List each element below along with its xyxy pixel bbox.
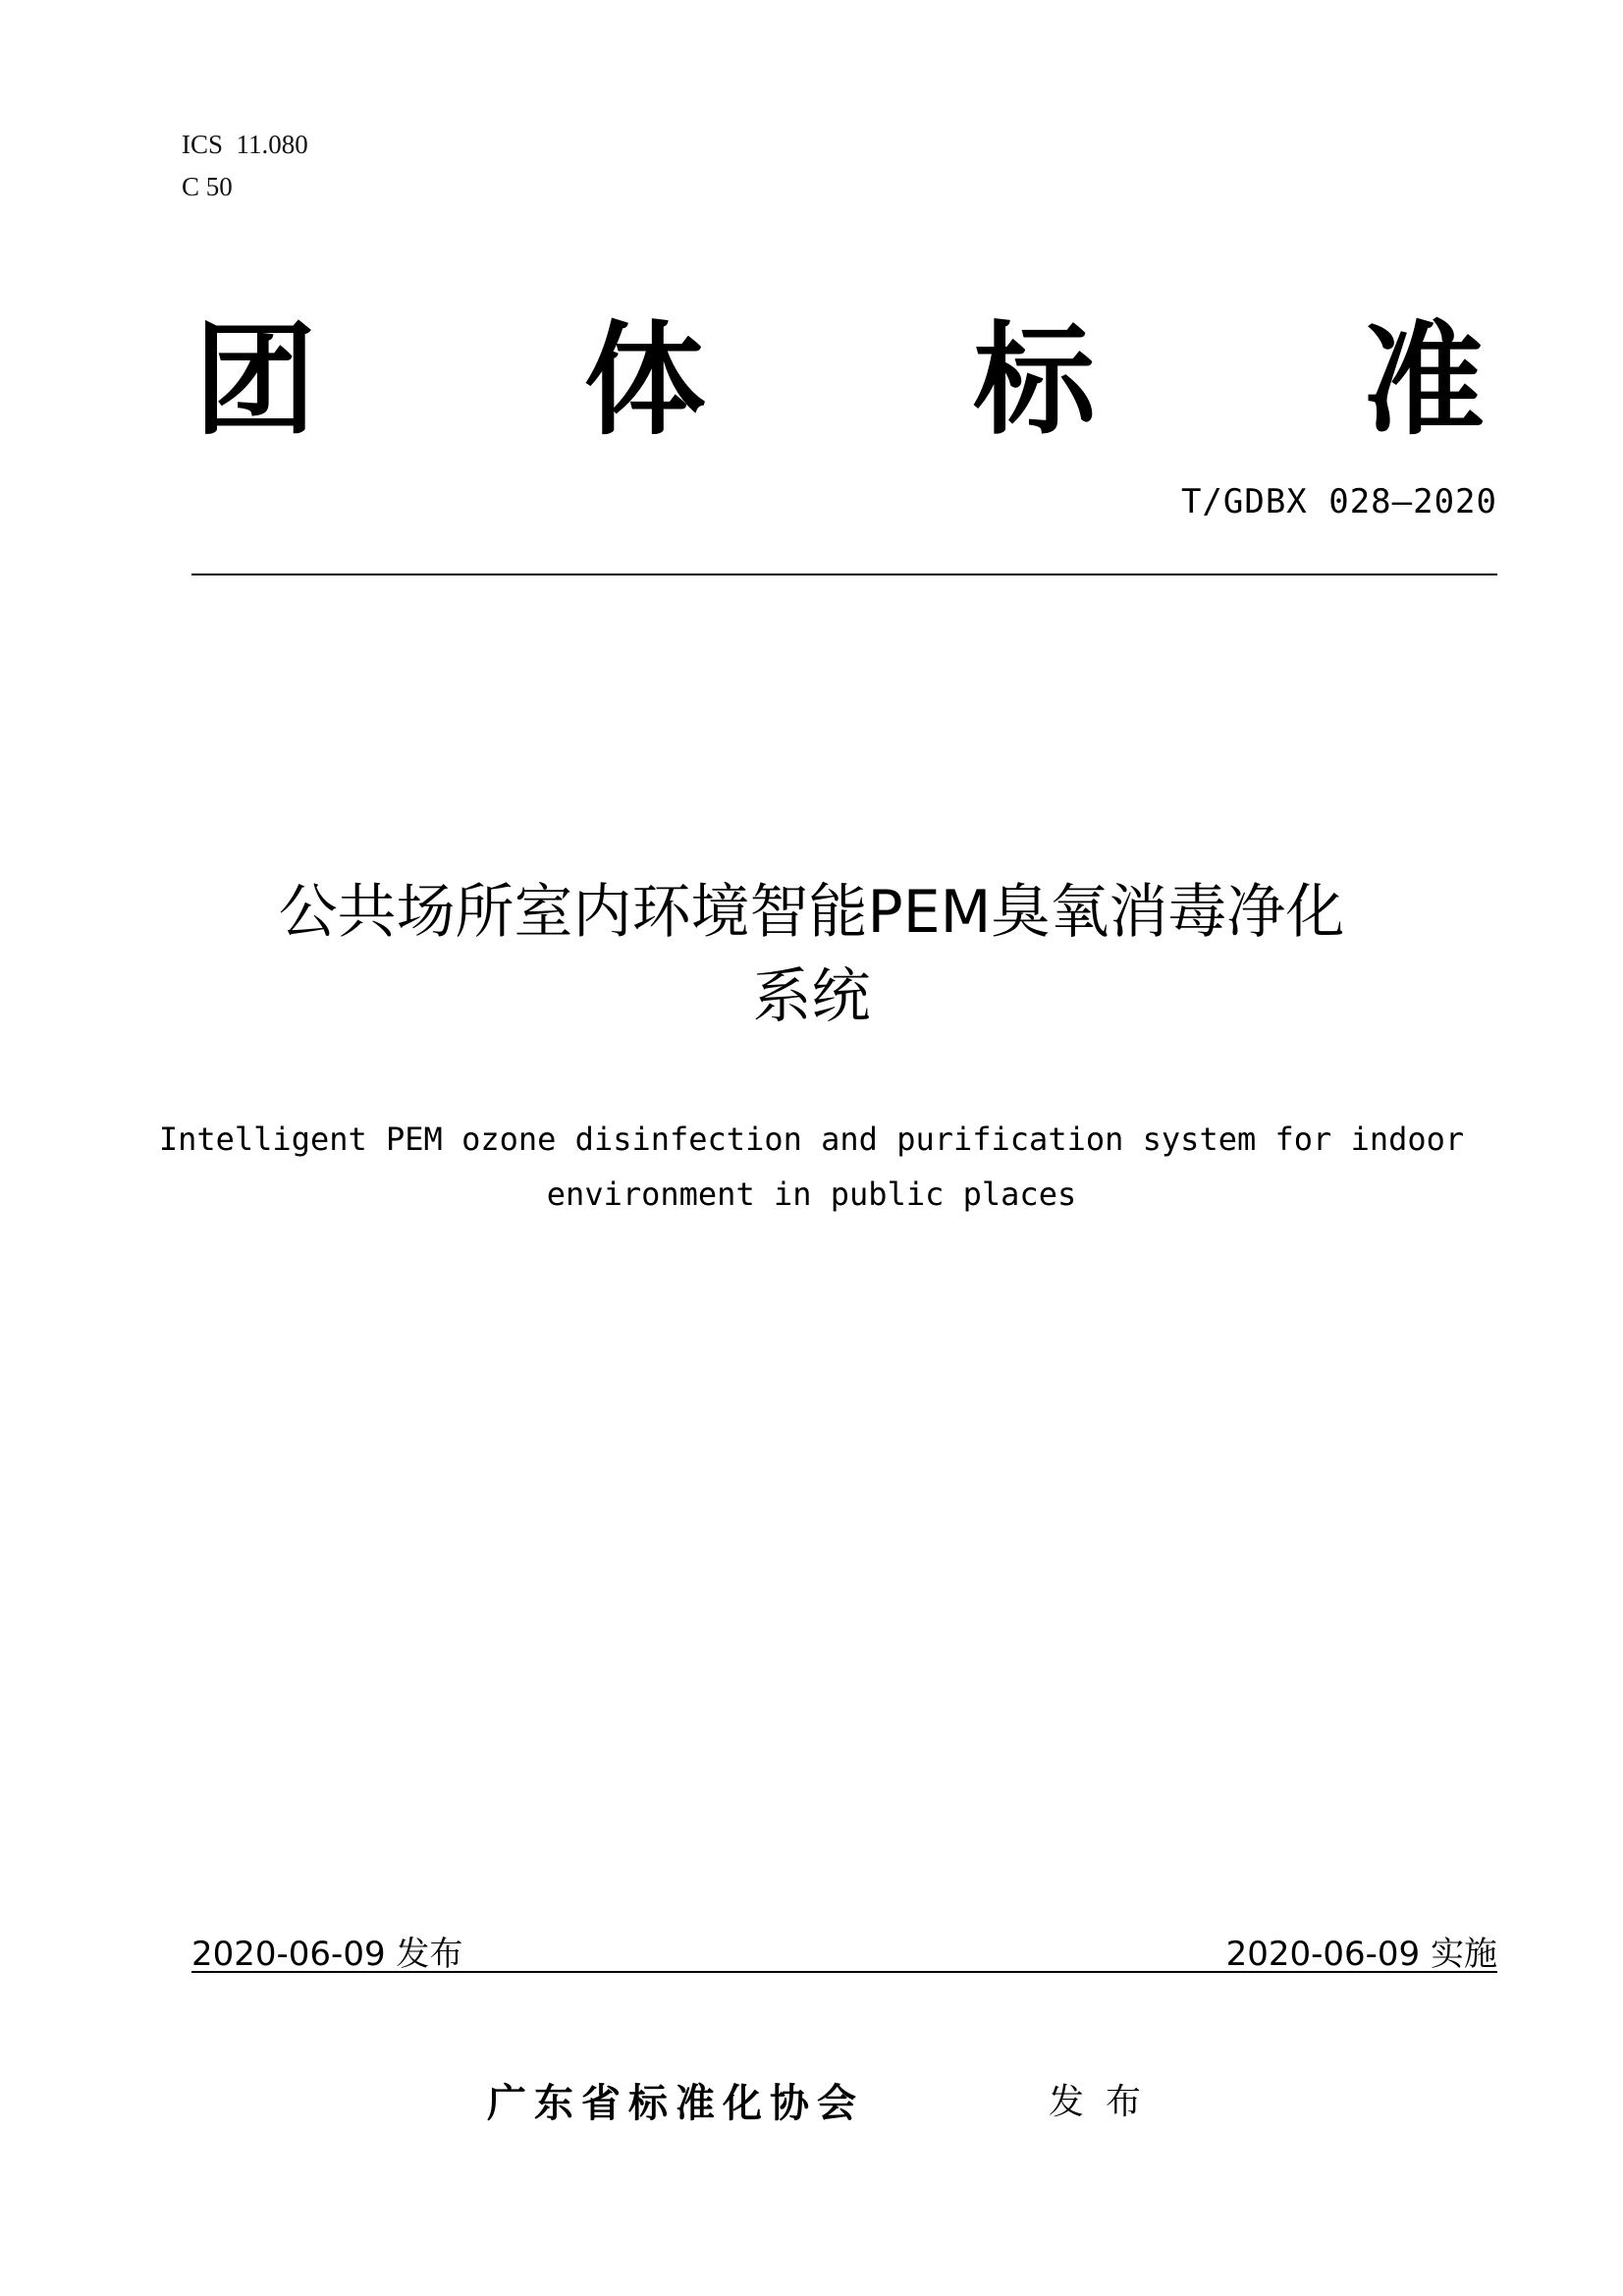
title-chinese-line-1: 公共场所室内环境智能PEM臭氧消毒净化 bbox=[278, 878, 1345, 947]
category-char-1: 团 bbox=[193, 310, 316, 452]
issuing-organization: 广东省标准化协会 bbox=[487, 2081, 864, 2126]
category-char-4: 准 bbox=[1362, 310, 1485, 452]
publish-date: 2020-06-09 发布 bbox=[191, 1935, 463, 1974]
title-chinese-line-2: 系统 bbox=[752, 962, 871, 1031]
standard-number: T/GDBX 028—2020 bbox=[1180, 482, 1497, 521]
classification-codes bbox=[182, 124, 308, 208]
top-divider bbox=[191, 574, 1497, 575]
ccs-code: C 50 bbox=[182, 172, 233, 201]
ics-code: ICS 11.080 bbox=[182, 130, 308, 159]
category-char-3: 标 bbox=[973, 310, 1096, 452]
standard-category bbox=[187, 312, 1492, 450]
category-char-2: 体 bbox=[583, 310, 706, 452]
title-english: Intelligent PEM ozone disinfection and purification system for indoor environment in public places bbox=[158, 1121, 1465, 1213]
title-chinese bbox=[118, 870, 1505, 1039]
issue-label: 发布 bbox=[1049, 2082, 1163, 2122]
bottom-divider bbox=[191, 1971, 1497, 1973]
implementation-date: 2020-06-09 实施 bbox=[1225, 1935, 1497, 1974]
